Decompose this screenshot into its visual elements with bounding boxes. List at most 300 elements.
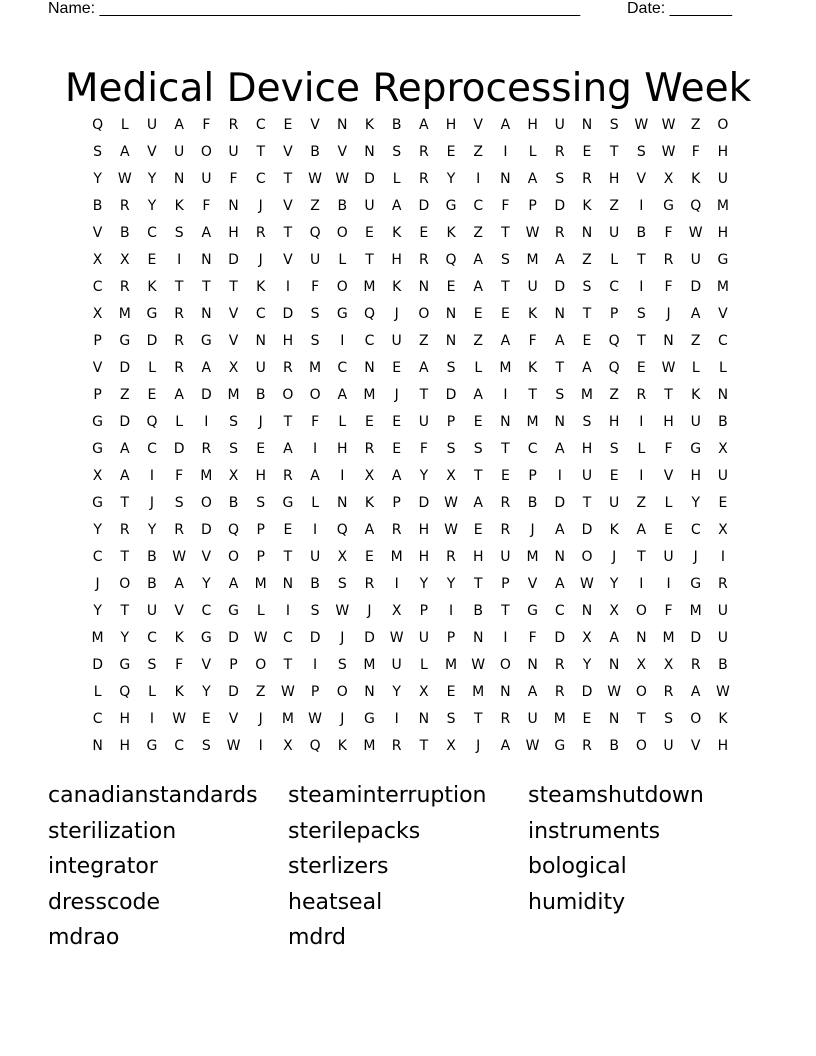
grid-letter: R xyxy=(174,306,185,322)
grid-letter: J xyxy=(612,549,617,565)
grid-letter: S xyxy=(337,657,347,673)
grid-letter: U xyxy=(228,144,239,160)
grid-letter: H xyxy=(282,333,294,349)
grid-letter: E xyxy=(473,522,483,538)
grid-letter: R xyxy=(582,171,592,187)
grid-row xyxy=(84,166,737,193)
grid-letter: E xyxy=(609,468,619,484)
grid-letter: R xyxy=(554,684,565,700)
grid-letter: E xyxy=(201,711,211,727)
grid-row xyxy=(84,436,737,463)
grid-letter: X xyxy=(283,738,293,754)
grid-letter: X xyxy=(119,252,130,268)
grid-letter: X xyxy=(718,441,728,457)
grid-letter: B xyxy=(310,576,320,592)
grid-letter: J xyxy=(367,603,372,619)
grid-letter: P xyxy=(446,414,456,430)
grid-letter: R xyxy=(391,522,402,538)
grid-letter: T xyxy=(256,144,265,160)
grid-letter: S xyxy=(473,441,483,457)
grid-letter: I xyxy=(448,603,454,619)
grid-letter: D xyxy=(146,333,158,349)
grid-letter: G xyxy=(445,198,457,214)
grid-letter: V xyxy=(201,657,212,673)
grid-letter: M xyxy=(118,306,131,322)
grid-letter: O xyxy=(255,657,267,673)
grid-letter: N xyxy=(581,603,593,619)
grid-letter: V xyxy=(201,549,212,565)
grid-letter: M xyxy=(499,360,512,376)
grid-letter: Q xyxy=(119,684,131,700)
grid-letter: R xyxy=(418,252,429,268)
grid-letter: D xyxy=(690,630,702,646)
grid-letter: V xyxy=(473,117,483,133)
grid-letter: M xyxy=(526,549,539,565)
grid-letter: B xyxy=(473,603,484,619)
grid-letter: O xyxy=(418,306,430,322)
grid-letter: Q xyxy=(309,738,321,754)
grid-letter: S xyxy=(310,603,320,619)
grid-letter: A xyxy=(119,441,130,457)
grid-letter: G xyxy=(92,441,104,457)
grid-letter: R xyxy=(119,522,130,538)
grid-letter: D xyxy=(119,360,131,376)
grid-letter: H xyxy=(255,468,266,484)
grid-letter: K xyxy=(364,117,375,133)
grid-letter: T xyxy=(637,549,646,565)
grid-letter: T xyxy=(528,387,537,403)
grid-letter: I xyxy=(285,603,290,619)
grid-letter: K xyxy=(174,684,184,700)
grid-letter: K xyxy=(528,360,538,376)
grid-letter: D xyxy=(418,198,430,214)
grid-letter: S xyxy=(229,441,238,457)
grid-letter: F xyxy=(311,279,320,295)
grid-letter: J xyxy=(340,711,345,727)
grid-letter: I xyxy=(340,468,345,484)
grid-letter: T xyxy=(501,279,510,295)
grid-letter: M xyxy=(689,603,702,619)
grid-row xyxy=(84,193,737,220)
grid-letter: A xyxy=(554,333,565,349)
grid-letter: I xyxy=(394,711,399,727)
grid-letter: S xyxy=(147,657,157,673)
grid-letter: G xyxy=(92,414,104,430)
grid-letter: M xyxy=(227,387,240,403)
grid-letter: L xyxy=(719,360,727,376)
grid-letter: T xyxy=(555,360,565,376)
grid-letter: Y xyxy=(202,576,211,592)
word-search-grid xyxy=(84,112,737,760)
grid-letter: T xyxy=(501,603,510,619)
grid-letter: S xyxy=(636,144,646,160)
grid-letter: M xyxy=(526,252,539,268)
grid-letter: S xyxy=(582,279,592,295)
grid-letter: T xyxy=(582,306,592,322)
grid-letter: T xyxy=(283,225,293,241)
grid-letter: N xyxy=(92,738,103,754)
word-bank-item: steaminterruption xyxy=(288,783,487,808)
grid-letter: Z xyxy=(473,333,484,349)
grid-letter: N xyxy=(500,684,511,700)
grid-letter: X xyxy=(228,468,239,484)
grid-letter: W xyxy=(389,630,404,646)
grid-letter: D xyxy=(200,522,212,538)
grid-letter: O xyxy=(635,684,647,700)
grid-letter: R xyxy=(364,576,375,592)
grid-letter: C xyxy=(201,603,212,619)
grid-letter: T xyxy=(637,711,646,727)
grid-letter: G xyxy=(364,711,375,727)
grid-letter: M xyxy=(662,630,675,646)
grid-letter: B xyxy=(636,225,647,241)
grid-letter: T xyxy=(283,171,293,187)
grid-letter: T xyxy=(202,279,211,295)
grid-letter: X xyxy=(446,468,456,484)
grid-letter: I xyxy=(639,414,644,430)
grid-letter: C xyxy=(147,225,157,241)
grid-row xyxy=(84,679,737,706)
grid-letter: W xyxy=(525,225,540,241)
grid-letter: T xyxy=(229,279,238,295)
grid-letter: E xyxy=(500,306,510,322)
grid-letter: A xyxy=(337,387,348,403)
grid-row xyxy=(84,382,737,409)
grid-letter: N xyxy=(364,684,375,700)
grid-letter: V xyxy=(690,738,701,754)
grid-letter: R xyxy=(119,198,130,214)
grid-letter: F xyxy=(419,441,428,457)
grid-letter: A xyxy=(391,198,402,214)
grid-letter: W xyxy=(280,684,295,700)
grid-letter: Y xyxy=(392,684,401,700)
grid-letter: V xyxy=(718,306,728,322)
grid-letter: Y xyxy=(93,171,102,187)
grid-letter: I xyxy=(177,252,182,268)
grid-letter: I xyxy=(149,711,155,727)
grid-row xyxy=(84,139,737,166)
grid-letter: A xyxy=(119,144,130,160)
grid-letter: R xyxy=(500,711,511,727)
grid-letter: X xyxy=(337,549,348,565)
grid-letter: O xyxy=(309,387,321,403)
grid-letter: W xyxy=(471,657,486,673)
grid-letter: Q xyxy=(608,333,620,349)
grid-row xyxy=(84,517,737,544)
grid-letter: N xyxy=(663,333,674,349)
grid-letter: U xyxy=(690,252,701,268)
grid-letter: K xyxy=(528,306,538,322)
grid-letter: D xyxy=(554,279,566,295)
grid-letter: R xyxy=(174,360,185,376)
grid-letter: R xyxy=(718,576,728,592)
grid-letter: W xyxy=(444,495,458,511)
grid-letter: P xyxy=(528,198,537,214)
grid-letter: S xyxy=(310,333,320,349)
grid-letter: L xyxy=(256,603,265,619)
grid-letter: U xyxy=(690,414,701,430)
grid-letter: A xyxy=(500,117,511,133)
grid-letter: P xyxy=(392,495,401,511)
grid-letter: W xyxy=(634,117,649,133)
grid-letter: T xyxy=(283,657,293,673)
page-title: Medical Device Reprocessing Week xyxy=(64,66,752,112)
grid-letter: N xyxy=(472,630,484,646)
grid-letter: V xyxy=(92,360,103,376)
grid-letter: T xyxy=(582,495,592,511)
grid-letter: Y xyxy=(147,171,157,187)
grid-letter: E xyxy=(446,684,456,700)
grid-letter: E xyxy=(582,144,592,160)
grid-letter: Q xyxy=(228,522,240,538)
grid-letter: I xyxy=(313,657,318,673)
grid-letter: A xyxy=(527,684,538,700)
grid-letter: W xyxy=(715,684,730,700)
grid-letter: G xyxy=(228,603,239,619)
grid-letter: V xyxy=(92,225,103,241)
grid-letter: Y xyxy=(93,522,102,538)
grid-letter: N xyxy=(500,414,511,430)
grid-letter: F xyxy=(664,225,673,241)
grid-letter: R xyxy=(201,441,212,457)
grid-letter: T xyxy=(120,603,130,619)
grid-letter: H xyxy=(337,441,348,457)
grid-letter: I xyxy=(503,144,508,160)
grid-row xyxy=(84,328,737,355)
grid-letter: A xyxy=(636,522,647,538)
grid-letter: U xyxy=(609,495,620,511)
grid-letter: Z xyxy=(609,198,619,214)
grid-letter: C xyxy=(255,306,266,322)
grid-letter: W xyxy=(661,117,676,133)
grid-letter: W xyxy=(253,630,268,646)
grid-letter: Y xyxy=(609,576,619,592)
grid-letter: Q xyxy=(608,360,620,376)
grid-letter: U xyxy=(146,117,158,133)
grid-row xyxy=(84,652,737,679)
grid-letter: W xyxy=(117,171,132,187)
grid-letter: J xyxy=(258,711,263,727)
grid-letter: R xyxy=(500,495,511,511)
grid-letter: D xyxy=(228,630,239,646)
grid-letter: U xyxy=(309,252,321,268)
grid-letter: M xyxy=(444,657,458,673)
grid-letter: T xyxy=(609,144,619,160)
grid-letter: G xyxy=(527,603,539,619)
grid-letter: D xyxy=(418,495,430,511)
grid-letter: T xyxy=(637,252,646,268)
grid-letter: I xyxy=(313,441,318,457)
word-bank-item: sterilepacks xyxy=(288,818,421,844)
grid-letter: I xyxy=(476,171,481,187)
grid-row xyxy=(84,409,737,436)
grid-letter: D xyxy=(119,414,131,430)
grid-letter: N xyxy=(418,711,430,727)
grid-letter: F xyxy=(691,144,700,160)
grid-letter: I xyxy=(204,414,209,430)
grid-letter: U xyxy=(717,171,729,187)
word-bank xyxy=(48,781,768,959)
grid-letter: W xyxy=(308,711,323,727)
grid-letter: F xyxy=(175,657,184,673)
grid-letter: O xyxy=(499,657,511,673)
grid-letter: B xyxy=(119,225,130,241)
grid-letter: A xyxy=(174,576,184,592)
grid-letter: M xyxy=(363,738,376,754)
grid-letter: N xyxy=(201,252,212,268)
grid-letter: D xyxy=(554,495,566,511)
grid-letter: F xyxy=(229,171,238,187)
grid-letter: S xyxy=(609,441,619,457)
grid-letter: X xyxy=(446,738,456,754)
grid-letter: X xyxy=(663,657,674,673)
grid-letter: Z xyxy=(419,333,429,349)
grid-letter: A xyxy=(228,576,239,592)
grid-letter: R xyxy=(554,657,565,673)
grid-letter: S xyxy=(174,495,184,511)
grid-letter: O xyxy=(336,279,348,295)
grid-letter: L xyxy=(528,144,537,160)
word-bank-item: sterlizers xyxy=(288,854,389,879)
grid-letter: W xyxy=(525,738,540,754)
grid-letter: U xyxy=(146,603,158,619)
grid-row xyxy=(84,112,737,139)
grid-letter: G xyxy=(690,441,702,457)
grid-letter: L xyxy=(419,657,428,673)
grid-letter: M xyxy=(309,360,322,376)
grid-letter: A xyxy=(283,441,293,457)
grid-letter: W xyxy=(226,738,241,754)
grid-letter: W xyxy=(335,171,350,187)
grid-letter: M xyxy=(363,657,376,673)
grid-letter: R xyxy=(174,333,185,349)
grid-letter: S xyxy=(446,711,456,727)
grid-letter: H xyxy=(391,252,402,268)
word-bank-item: dresscode xyxy=(48,889,161,915)
grid-letter: B xyxy=(92,198,103,214)
grid-letter: N xyxy=(636,630,647,646)
grid-letter: Z xyxy=(310,198,320,214)
grid-letter: Y xyxy=(446,576,456,592)
grid-letter: R xyxy=(418,144,429,160)
grid-letter: Q xyxy=(92,117,104,133)
grid-letter: R xyxy=(500,522,511,538)
grid-letter: I xyxy=(503,387,508,403)
grid-letter: Y xyxy=(93,603,102,619)
grid-letter: C xyxy=(718,333,728,349)
grid-letter: A xyxy=(119,468,130,484)
grid-letter: T xyxy=(283,549,293,565)
grid-letter: W xyxy=(335,603,350,619)
grid-letter: Z xyxy=(119,387,130,403)
grid-letter: H xyxy=(472,549,484,565)
grid-letter: E xyxy=(256,441,266,457)
grid-letter: U xyxy=(663,738,674,754)
grid-letter: K xyxy=(582,198,592,214)
grid-letter: U xyxy=(309,549,321,565)
grid-letter: A xyxy=(201,360,212,376)
grid-letter: B xyxy=(718,657,728,673)
grid-letter: R xyxy=(663,684,674,700)
grid-letter: B xyxy=(147,576,157,592)
grid-letter: O xyxy=(200,144,212,160)
grid-letter: Z xyxy=(255,684,266,700)
grid-letter: W xyxy=(580,576,594,592)
grid-letter: O xyxy=(282,387,294,403)
grid-letter: L xyxy=(338,252,347,268)
date-field-label: Date: _______ xyxy=(627,0,732,17)
grid-letter: T xyxy=(473,711,483,727)
grid-letter: G xyxy=(663,198,674,214)
grid-letter: S xyxy=(500,252,510,268)
grid-letter: V xyxy=(663,468,674,484)
grid-letter: R xyxy=(283,360,293,376)
grid-letter: L xyxy=(610,252,619,268)
grid-letter: F xyxy=(501,198,510,214)
grid-letter: M xyxy=(254,576,267,592)
grid-letter: L xyxy=(664,495,673,511)
word-bank-item: canadianstandards xyxy=(48,783,258,808)
grid-letter: J xyxy=(149,495,155,511)
grid-letter: L xyxy=(637,441,646,457)
grid-letter: E xyxy=(636,360,646,376)
grid-letter: M xyxy=(580,387,594,403)
grid-letter: L xyxy=(120,117,129,133)
grid-letter: S xyxy=(337,576,347,592)
grid-letter: Q xyxy=(336,522,348,538)
grid-letter: K xyxy=(174,630,184,646)
grid-letter: F xyxy=(664,441,673,457)
grid-letter: N xyxy=(418,279,430,295)
grid-letter: N xyxy=(364,144,375,160)
grid-letter: S xyxy=(310,306,320,322)
grid-letter: E xyxy=(473,306,483,322)
grid-letter: S xyxy=(446,441,456,457)
grid-letter: E xyxy=(365,549,374,565)
grid-letter: J xyxy=(258,414,263,430)
grid-letter: R xyxy=(228,117,239,133)
grid-letter: A xyxy=(690,684,701,700)
grid-letter: R xyxy=(119,279,130,295)
grid-letter: E xyxy=(147,387,157,403)
grid-letter: A xyxy=(609,630,619,646)
grid-letter: N xyxy=(173,171,185,187)
grid-letter: A xyxy=(690,306,701,322)
grid-letter: J xyxy=(530,522,535,538)
grid-letter: V xyxy=(283,144,293,160)
grid-letter: X xyxy=(582,630,592,646)
grid-letter: I xyxy=(639,279,644,295)
grid-letter: N xyxy=(554,549,566,565)
grid-letter: P xyxy=(229,657,238,673)
grid-letter: C xyxy=(147,441,157,457)
grid-letter: G xyxy=(92,495,104,511)
grid-letter: N xyxy=(581,225,593,241)
grid-letter: W xyxy=(688,225,703,241)
grid-letter: T xyxy=(120,495,130,511)
grid-letter: Z xyxy=(690,117,701,133)
grid-letter: D xyxy=(364,630,375,646)
grid-letter: Z xyxy=(690,333,701,349)
grid-letter: U xyxy=(527,279,538,295)
grid-letter: K xyxy=(718,711,728,727)
grid-letter: C xyxy=(92,549,103,565)
grid-letter: N xyxy=(554,414,566,430)
grid-letter: U xyxy=(581,468,593,484)
grid-letter: B xyxy=(337,198,348,214)
grid-letter: G xyxy=(690,576,702,592)
grid-letter: X xyxy=(92,306,103,322)
